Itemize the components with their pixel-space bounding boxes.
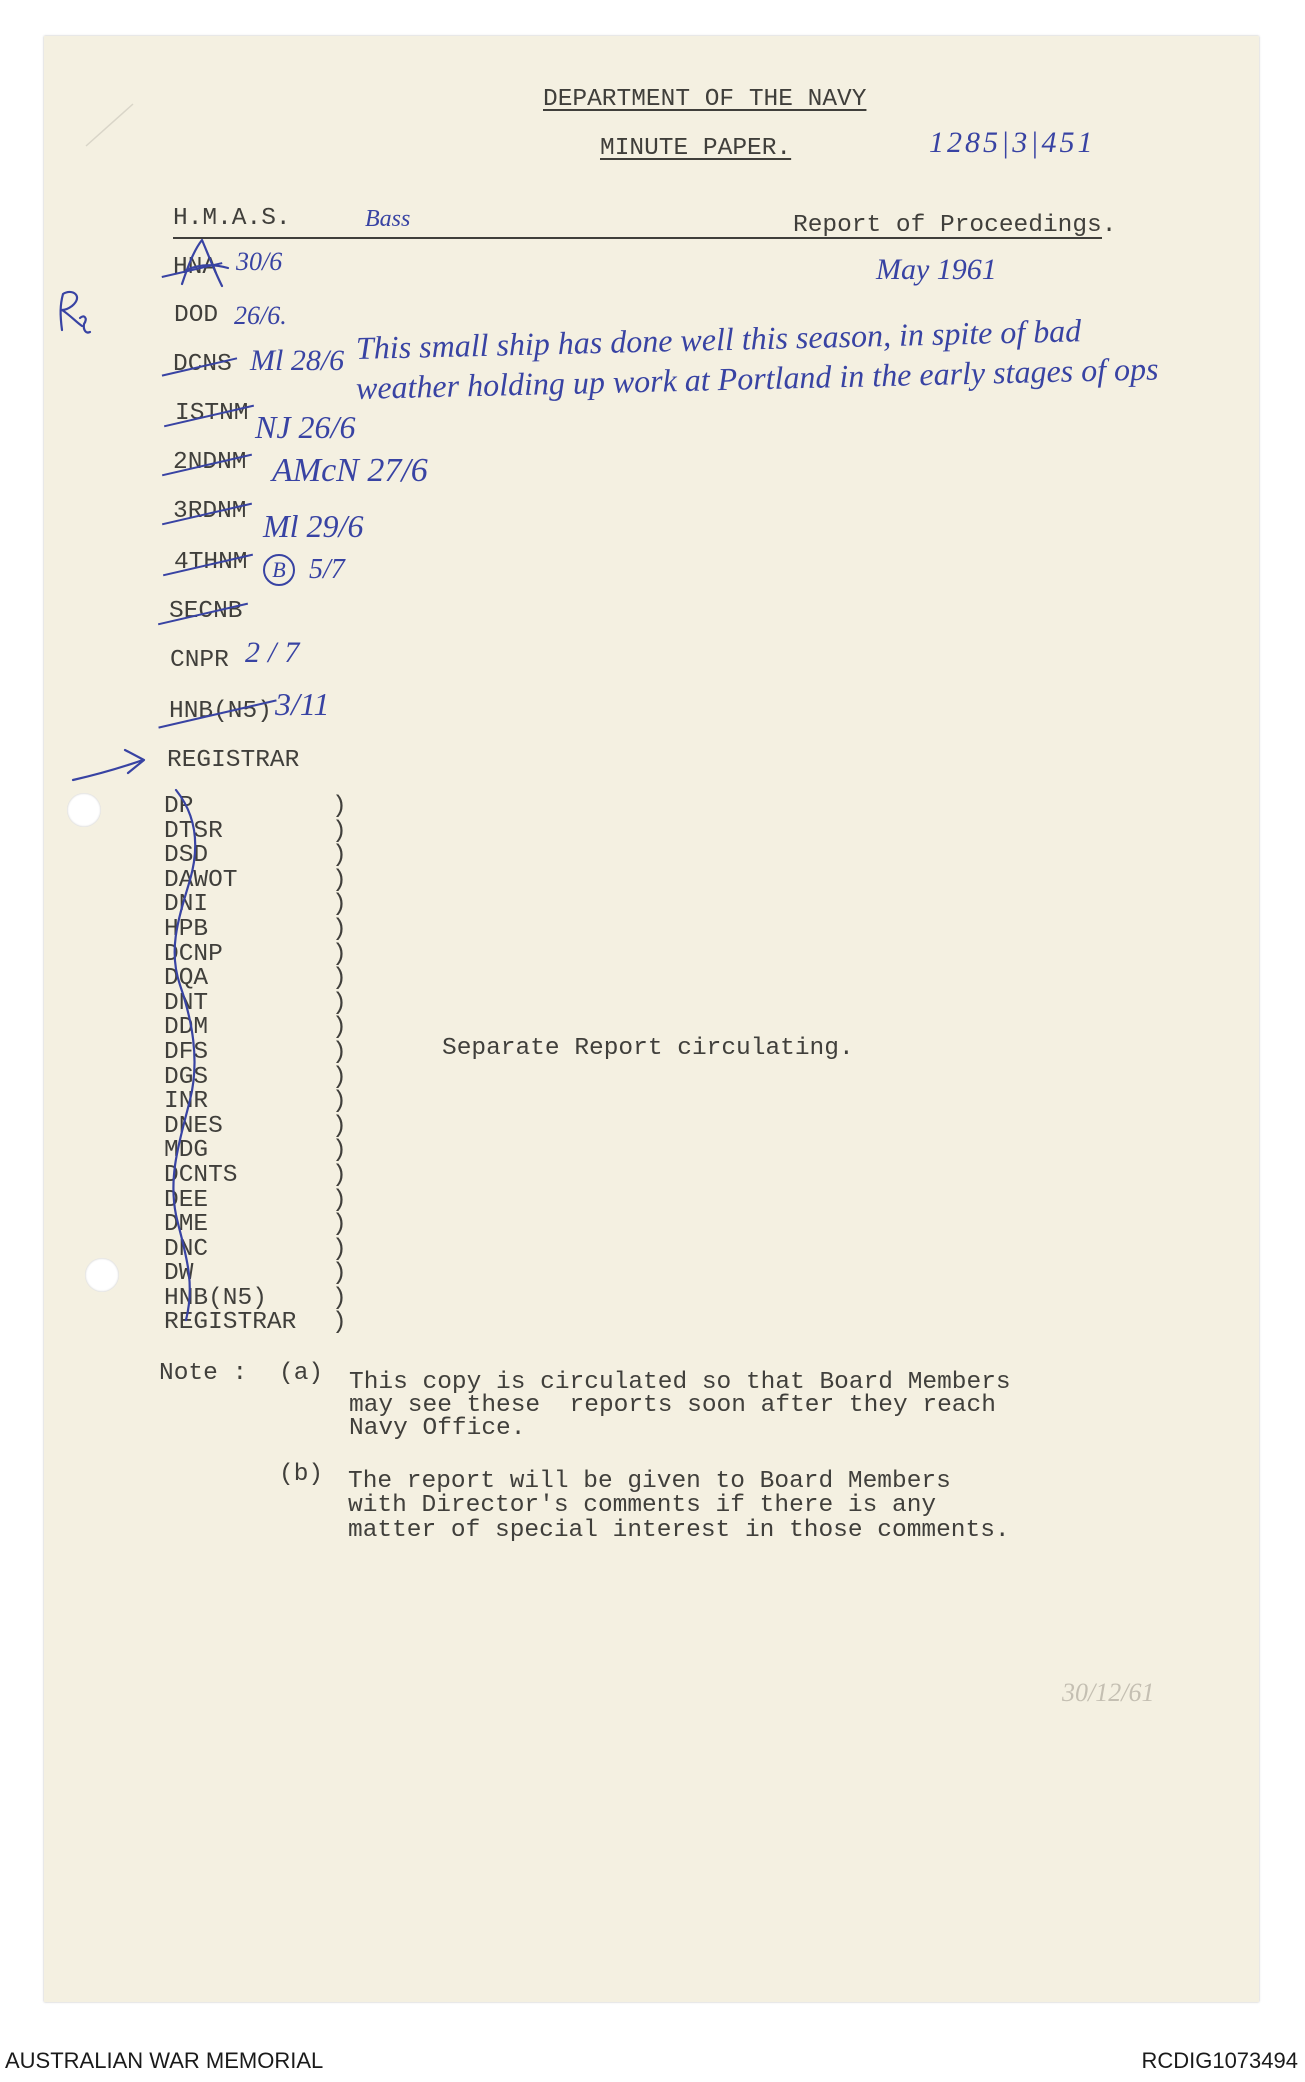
routing-initials: Ml 28/6 (250, 344, 345, 377)
form-title: MINUTE PAPER. (600, 135, 792, 162)
footer-institution: AUSTRALIAN WAR MEMORIAL (5, 2048, 324, 2073)
routing-initials: 5/7 (309, 554, 345, 585)
file-number: 1285|3|451 (929, 126, 1096, 159)
bracket: ) (332, 842, 347, 870)
distribution-code: DNES (164, 1112, 223, 1140)
routing-code: 4THNM (174, 549, 248, 576)
distribution-code: DW (164, 1260, 194, 1288)
distribution-item (164, 1211, 347, 1239)
routing-code: HNA (173, 254, 218, 281)
bracket: ) (332, 1284, 347, 1312)
punch-hole (85, 1258, 119, 1292)
distribution-code: DNC (164, 1235, 209, 1263)
distribution-item (164, 940, 347, 968)
distribution-item (164, 1088, 347, 1116)
dcns-comment-line: weather holding up work at Portland in the early stages of ops (355, 350, 1159, 406)
bracket: ) (332, 891, 347, 919)
bracket: ) (332, 793, 347, 820)
department-heading: DEPARTMENT OF THE NAVY (543, 86, 867, 113)
report-title: Report of Proceedings. (793, 212, 1117, 239)
ship-label: H.M.A.S. (173, 205, 291, 232)
punch-hole (67, 793, 101, 827)
distribution-item (164, 1038, 347, 1066)
routing-code: DOD (174, 302, 219, 329)
routing-initials: Ml 29/6 (263, 508, 364, 544)
distribution-code: DTSR (164, 817, 223, 845)
note-line: with Director's comments if there is any (348, 1492, 937, 1519)
distribution-code: DP (164, 793, 194, 820)
distribution-item (164, 842, 347, 870)
note-line: may see these reports soon after they reach (349, 1392, 996, 1419)
bracket: ) (332, 965, 347, 993)
note-line: Navy Office. (349, 1415, 526, 1442)
distribution-code: DSD (164, 842, 209, 870)
distribution-item (164, 1014, 347, 1042)
routing-initials: 30/6 (236, 247, 283, 276)
distribution-item (164, 965, 347, 993)
routing-initials: 26/6. (234, 301, 287, 330)
routing-code-registrar: REGISTRAR (167, 747, 300, 774)
pencil-date: 30/12/61 (1062, 1678, 1155, 1707)
distribution-code: DDM (164, 1014, 209, 1042)
routing-code: DCNS (173, 351, 232, 378)
routing-code: CNPR (170, 647, 229, 674)
distribution-code: DME (164, 1211, 209, 1239)
bracket: ) (332, 817, 347, 845)
bracket: ) (332, 1063, 347, 1091)
note-line: This copy is circulated so that Board Members (349, 1369, 1011, 1396)
routing-initials: AMcN 27/6 (272, 452, 428, 489)
note-line: matter of special interest in those comments. (348, 1517, 1010, 1544)
bracket: ) (332, 1186, 347, 1214)
routing-code: HNB(N5) (169, 698, 272, 725)
distribution-item (164, 1161, 347, 1189)
distribution-code: INR (164, 1088, 209, 1116)
bracket: ) (332, 1137, 347, 1165)
distribution-list (164, 793, 347, 1337)
footer-record-id: RCDIG1073494 (1141, 2048, 1298, 2073)
bracket: ) (332, 1260, 347, 1288)
bracket: ) (332, 1235, 347, 1263)
distribution-code: HPB (164, 915, 209, 943)
distribution-code: DAWOT (164, 866, 238, 894)
bracket: ) (332, 1309, 347, 1337)
bracket: ) (332, 1014, 347, 1042)
bracket: ) (332, 940, 347, 968)
routing-code: ISTNM (175, 400, 249, 427)
distribution-item (164, 1063, 347, 1091)
bracket: ) (332, 1088, 347, 1116)
note-marker: (a) (279, 1360, 324, 1387)
bracket: ) (332, 915, 347, 943)
distribution-code: DCNP (164, 940, 223, 968)
distribution-note: Separate Report circulating. (442, 1035, 854, 1062)
bracket: ) (332, 989, 347, 1017)
bracket: ) (332, 866, 347, 894)
distribution-code: DQA (164, 965, 209, 993)
distribution-code: DNT (164, 989, 209, 1017)
bracket: ) (332, 1211, 347, 1239)
subject-underline (173, 237, 1102, 239)
distribution-item (164, 1309, 347, 1337)
routing-initials: NJ 26/6 (255, 409, 356, 445)
distribution-item (164, 793, 347, 820)
distribution-code: DEE (164, 1186, 209, 1214)
distribution-item (164, 1235, 347, 1263)
distribution-item (164, 1186, 347, 1214)
distribution-item (164, 1112, 347, 1140)
distribution-item (164, 1260, 347, 1288)
distribution-code: REGISTRAR (164, 1309, 297, 1337)
distribution-item (164, 1284, 347, 1312)
dcns-comment-line: This small ship has done well this season, in spite of bad (355, 312, 1082, 366)
distribution-item (164, 866, 347, 894)
routing-code: 2NDNM (173, 449, 247, 476)
routing-code: 3RDNM (173, 498, 247, 525)
bracket: ) (332, 1038, 347, 1066)
distribution-item (164, 989, 347, 1017)
ship-name: Bass (365, 206, 411, 232)
bracket: ) (332, 1161, 347, 1189)
note-label: Note : (159, 1360, 248, 1387)
distribution-code: DGS (164, 1063, 209, 1091)
bracket: ) (332, 1112, 347, 1140)
note-marker: (b) (279, 1461, 324, 1488)
distribution-item (164, 1137, 347, 1165)
distribution-code: HNB(N5) (164, 1284, 267, 1312)
report-date: May 1961 (876, 253, 997, 286)
distribution-code: MDG (164, 1137, 209, 1165)
distribution-item (164, 817, 347, 845)
circled-initial: B (263, 554, 295, 586)
distribution-item (164, 891, 347, 919)
distribution-code: DFS (164, 1038, 209, 1066)
distribution-code: DCNTS (164, 1161, 238, 1189)
routing-initials: 2/7 (245, 636, 308, 669)
routing-code: SECNB (169, 598, 243, 625)
note-line: The report will be given to Board Members (348, 1468, 951, 1495)
distribution-code: DNI (164, 891, 209, 919)
distribution-item (164, 915, 347, 943)
routing-initials: 3/11 (275, 686, 330, 722)
